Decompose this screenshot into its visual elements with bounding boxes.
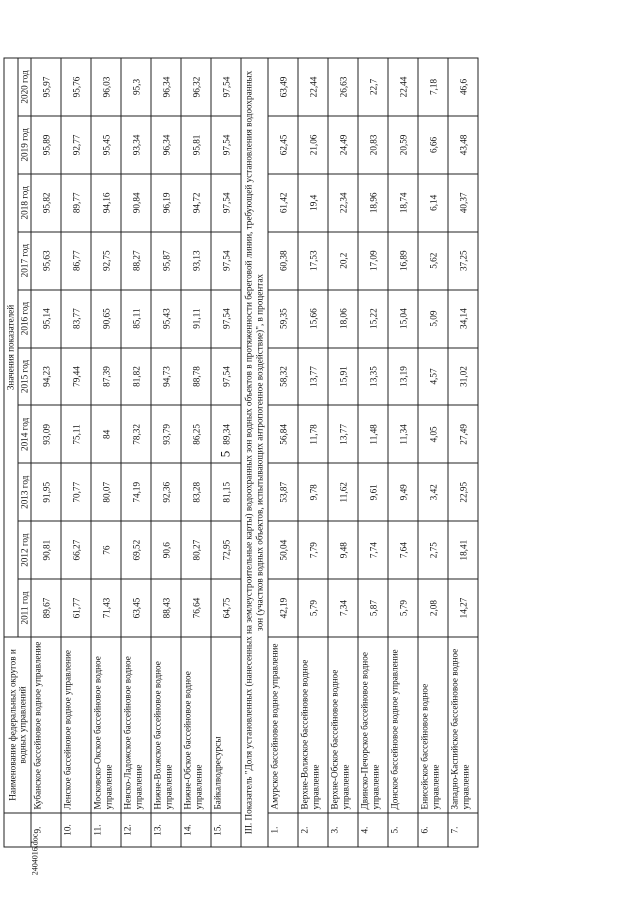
- header-name: Наименование федеральных округов и водных управлений: [4, 637, 31, 813]
- table-row: [181, 58, 211, 847]
- value-cell: 97,54: [211, 174, 241, 232]
- value-cell: 83,77: [61, 290, 91, 348]
- row-number: 3.: [328, 813, 358, 847]
- value-cell: 11,34: [388, 405, 418, 463]
- header-year: 2012 год: [18, 521, 32, 579]
- value-cell: 93,79: [151, 405, 181, 463]
- value-cell: 93,34: [121, 116, 151, 174]
- row-number: 2.: [298, 813, 328, 847]
- value-cell: 7,64: [388, 521, 418, 579]
- value-cell: 94,16: [91, 174, 121, 232]
- value-cell: 21,06: [298, 116, 328, 174]
- value-cell: 89,67: [31, 579, 61, 637]
- table-row: [298, 58, 328, 847]
- row-number: 7.: [448, 813, 478, 847]
- value-cell: 3,42: [418, 463, 448, 521]
- value-cell: 18,74: [388, 174, 418, 232]
- value-cell: 19,4: [298, 174, 328, 232]
- row-number: 6.: [418, 813, 448, 847]
- value-cell: 61,77: [61, 579, 91, 637]
- value-cell: 2,08: [418, 579, 448, 637]
- value-cell: 7,34: [328, 579, 358, 637]
- value-cell: 86,25: [181, 405, 211, 463]
- value-cell: 13,77: [298, 348, 328, 406]
- row-name: Верхне-Обское бассейновое водное управление: [328, 637, 358, 813]
- document-filename: 2404016.doc: [30, 833, 40, 876]
- table-row: [358, 58, 388, 847]
- value-cell: 95,45: [91, 116, 121, 174]
- value-cell: 83,28: [181, 463, 211, 521]
- value-cell: 14,27: [448, 579, 478, 637]
- value-cell: 89,77: [61, 174, 91, 232]
- value-cell: 97,54: [211, 232, 241, 290]
- value-cell: 5,79: [388, 579, 418, 637]
- header-year: 2018 год: [18, 174, 32, 232]
- row-name: Невско-Ладожское бассейновое водное управление: [121, 637, 151, 813]
- value-cell: 76,64: [181, 579, 211, 637]
- header-year: 2011 год: [18, 579, 32, 637]
- value-cell: 66,27: [61, 521, 91, 579]
- value-cell: 5,62: [418, 232, 448, 290]
- value-cell: 69,52: [121, 521, 151, 579]
- value-cell: 95,81: [181, 116, 211, 174]
- value-cell: 96,32: [181, 58, 211, 116]
- value-cell: 11,48: [358, 405, 388, 463]
- value-cell: 95,43: [151, 290, 181, 348]
- value-cell: 92,75: [91, 232, 121, 290]
- value-cell: 93,13: [181, 232, 211, 290]
- value-cell: 9,61: [358, 463, 388, 521]
- table-row: [448, 58, 478, 847]
- value-cell: 60,38: [268, 232, 298, 290]
- row-number: 4.: [358, 813, 388, 847]
- value-cell: 9,48: [328, 521, 358, 579]
- value-cell: 22,44: [388, 58, 418, 116]
- value-cell: 90,65: [91, 290, 121, 348]
- value-cell: 40,37: [448, 174, 478, 232]
- value-cell: 94,72: [181, 174, 211, 232]
- row-name: Донское бассейновое водное управление: [388, 637, 418, 813]
- value-cell: 15,66: [298, 290, 328, 348]
- value-cell: 7,18: [418, 58, 448, 116]
- value-cell: 97,54: [211, 58, 241, 116]
- row-name: Ленское бассейновое водное управление: [61, 637, 91, 813]
- value-cell: 94,73: [151, 348, 181, 406]
- value-cell: 11,78: [298, 405, 328, 463]
- row-number: 13.: [151, 813, 181, 847]
- table-row: [211, 58, 241, 847]
- value-cell: 91,11: [181, 290, 211, 348]
- value-cell: 95,97: [31, 58, 61, 116]
- value-cell: 22,95: [448, 463, 478, 521]
- row-name: Нижне-Волжское бассейновое водное управление: [151, 637, 181, 813]
- table-row: [388, 58, 418, 847]
- value-cell: 92,36: [151, 463, 181, 521]
- value-cell: 13,77: [328, 405, 358, 463]
- table-row: [151, 58, 181, 847]
- header-year: 2019 год: [18, 116, 32, 174]
- row-name: Байкалводресурсы: [211, 637, 241, 813]
- value-cell: 87,39: [91, 348, 121, 406]
- value-cell: 7,79: [298, 521, 328, 579]
- value-cell: 43,48: [448, 116, 478, 174]
- row-name: Двинско-Печорское бассейновое водное управление: [358, 637, 388, 813]
- value-cell: 59,35: [268, 290, 298, 348]
- value-cell: 5,87: [358, 579, 388, 637]
- section-heading: III. Показатель "Доля установленных (нанесенных на землеустроительные карты) водоохранных зон водных объектов в протяженности береговой линии, требующей установления водоохранных зон (участков водных объектов, испытывающих антропогенное воздействие)", в процентах: [241, 58, 268, 847]
- value-cell: 81,15: [211, 463, 241, 521]
- header-year: 2017 год: [18, 232, 32, 290]
- value-cell: 92,77: [61, 116, 91, 174]
- value-cell: 5,79: [298, 579, 328, 637]
- value-cell: 22,44: [298, 58, 328, 116]
- value-cell: 81,82: [121, 348, 151, 406]
- value-cell: 97,54: [211, 116, 241, 174]
- value-cell: 80,07: [91, 463, 121, 521]
- value-cell: 96,19: [151, 174, 181, 232]
- value-cell: 72,95: [211, 521, 241, 579]
- header-group: Значения показателей: [4, 58, 18, 637]
- value-cell: 20,2: [328, 232, 358, 290]
- value-cell: 96,03: [91, 58, 121, 116]
- value-cell: 4,05: [418, 405, 448, 463]
- value-cell: 26,63: [328, 58, 358, 116]
- table-row: [61, 58, 91, 847]
- value-cell: 9,78: [298, 463, 328, 521]
- rotated-table-container: [4, 58, 637, 848]
- value-cell: 90,84: [121, 174, 151, 232]
- value-cell: 18,41: [448, 521, 478, 579]
- value-cell: 86,77: [61, 232, 91, 290]
- value-cell: 58,32: [268, 348, 298, 406]
- value-cell: 95,87: [151, 232, 181, 290]
- value-cell: 70,77: [61, 463, 91, 521]
- value-cell: 94,23: [31, 348, 61, 406]
- value-cell: 17,53: [298, 232, 328, 290]
- value-cell: 97,54: [211, 348, 241, 406]
- value-cell: 4,57: [418, 348, 448, 406]
- value-cell: 11,62: [328, 463, 358, 521]
- row-number: 15.: [211, 813, 241, 847]
- value-cell: 95,89: [31, 116, 61, 174]
- row-number: 1.: [268, 813, 298, 847]
- indicator-table: [4, 58, 479, 848]
- value-cell: 2,75: [418, 521, 448, 579]
- value-cell: 42,19: [268, 579, 298, 637]
- row-name: Енисейское бассейновое водное управление: [418, 637, 448, 813]
- value-cell: 13,19: [388, 348, 418, 406]
- value-cell: 7,74: [358, 521, 388, 579]
- value-cell: 96,34: [151, 58, 181, 116]
- value-cell: 6,66: [418, 116, 448, 174]
- value-cell: 16,89: [388, 232, 418, 290]
- value-cell: 63,45: [121, 579, 151, 637]
- value-cell: 13,35: [358, 348, 388, 406]
- value-cell: 84: [91, 405, 121, 463]
- header-index: [4, 813, 31, 847]
- row-name: Кубанское бассейновое водное управление: [31, 637, 61, 813]
- value-cell: 37,25: [448, 232, 478, 290]
- header-year: 2015 год: [18, 348, 32, 406]
- value-cell: 89,34: [211, 405, 241, 463]
- value-cell: 97,54: [211, 290, 241, 348]
- value-cell: 17,09: [358, 232, 388, 290]
- value-cell: 90,81: [31, 521, 61, 579]
- value-cell: 96,34: [151, 116, 181, 174]
- table-row: [328, 58, 358, 847]
- value-cell: 88,27: [121, 232, 151, 290]
- value-cell: 24,49: [328, 116, 358, 174]
- value-cell: 34,14: [448, 290, 478, 348]
- value-cell: 20,59: [388, 116, 418, 174]
- value-cell: 80,27: [181, 521, 211, 579]
- value-cell: 18,06: [328, 290, 358, 348]
- row-name: Амурское бассейновое водное управление: [268, 637, 298, 813]
- value-cell: 15,04: [388, 290, 418, 348]
- value-cell: 5,09: [418, 290, 448, 348]
- value-cell: 46,6: [448, 58, 478, 116]
- value-cell: 90,6: [151, 521, 181, 579]
- value-cell: 79,44: [61, 348, 91, 406]
- row-number: 10.: [61, 813, 91, 847]
- value-cell: 85,11: [121, 290, 151, 348]
- value-cell: 61,42: [268, 174, 298, 232]
- value-cell: 6,14: [418, 174, 448, 232]
- table-row: [121, 58, 151, 847]
- value-cell: 22,34: [328, 174, 358, 232]
- row-name: Верхне-Волжское бассейновое водное управление: [298, 637, 328, 813]
- header-year: 2016 год: [18, 290, 32, 348]
- value-cell: 62,45: [268, 116, 298, 174]
- value-cell: 95,76: [61, 58, 91, 116]
- row-number: 14.: [181, 813, 211, 847]
- value-cell: 15,22: [358, 290, 388, 348]
- header-year: 2020 год: [18, 58, 32, 116]
- value-cell: 76: [91, 521, 121, 579]
- row-number: 12.: [121, 813, 151, 847]
- value-cell: 15,91: [328, 348, 358, 406]
- value-cell: 88,43: [151, 579, 181, 637]
- row-number: 5.: [388, 813, 418, 847]
- value-cell: 64,75: [211, 579, 241, 637]
- value-cell: 18,96: [358, 174, 388, 232]
- table-row: [268, 58, 298, 847]
- value-cell: 95,63: [31, 232, 61, 290]
- value-cell: 93,09: [31, 405, 61, 463]
- row-name: Западно-Каспийское бассейновое водное управление: [448, 637, 478, 813]
- table-row: [91, 58, 121, 847]
- value-cell: 53,87: [268, 463, 298, 521]
- value-cell: 50,04: [268, 521, 298, 579]
- page-number: 5: [217, 450, 233, 458]
- value-cell: 95,3: [121, 58, 151, 116]
- header-year: 2014 год: [18, 405, 32, 463]
- row-name: Московско-Окское бассейновое водное управление: [91, 637, 121, 813]
- table-row: [31, 58, 61, 847]
- value-cell: 20,83: [358, 116, 388, 174]
- row-number: 11.: [91, 813, 121, 847]
- value-cell: 71,43: [91, 579, 121, 637]
- row-number: 9.: [31, 813, 61, 847]
- value-cell: 95,14: [31, 290, 61, 348]
- value-cell: 88,78: [181, 348, 211, 406]
- value-cell: 63,49: [268, 58, 298, 116]
- value-cell: 91,95: [31, 463, 61, 521]
- value-cell: 75,11: [61, 405, 91, 463]
- value-cell: 95,82: [31, 174, 61, 232]
- row-name: Нижне-Обское бассейновое водное управление: [181, 637, 211, 813]
- value-cell: 78,32: [121, 405, 151, 463]
- value-cell: 27,49: [448, 405, 478, 463]
- value-cell: 22,7: [358, 58, 388, 116]
- value-cell: 31,02: [448, 348, 478, 406]
- header-year: 2013 год: [18, 463, 32, 521]
- value-cell: 74,19: [121, 463, 151, 521]
- value-cell: 9,49: [388, 463, 418, 521]
- value-cell: 56,84: [268, 405, 298, 463]
- table-row: [418, 58, 448, 847]
